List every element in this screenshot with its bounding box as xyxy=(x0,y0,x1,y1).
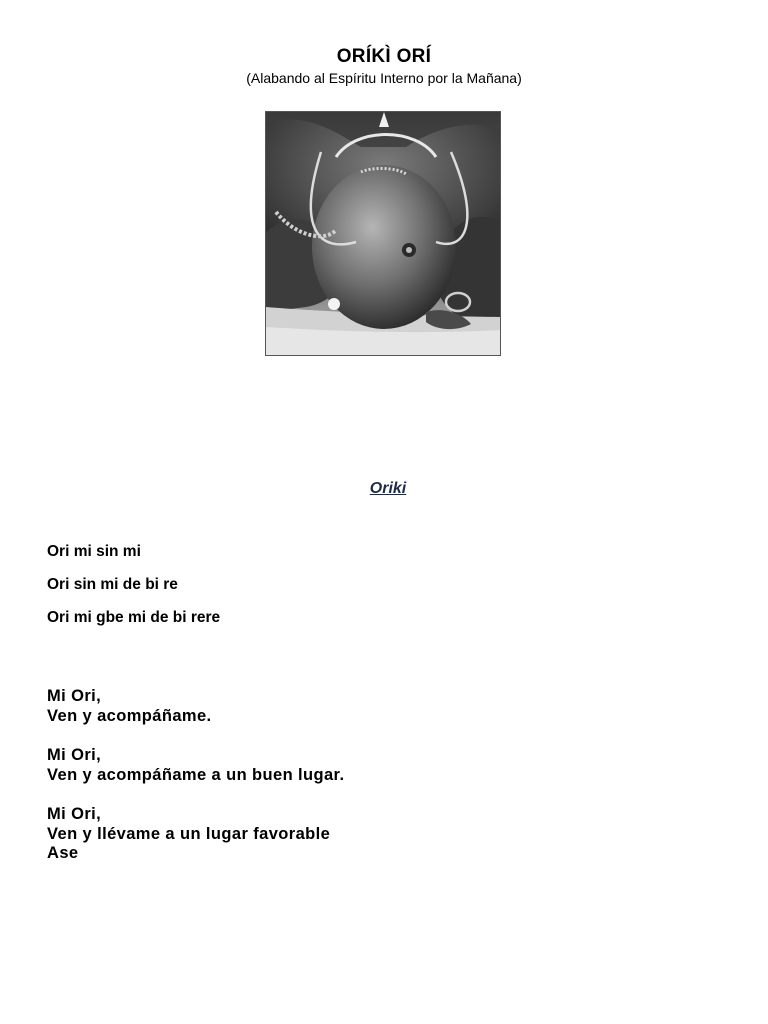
verse-line: Ven y acompáñame a un buen lugar. xyxy=(47,765,345,784)
page-subtitle: (Alabando al Espíritu Interno por la Mañana) xyxy=(246,70,522,86)
chant-line: Ori sin mi de bi re xyxy=(47,576,178,593)
verse-line: Mi Ori, xyxy=(47,805,102,823)
page-title: ORÍKÌ ORÍ xyxy=(336,46,432,67)
chant-line: Ori mi gbe mi de bi rere xyxy=(47,609,221,626)
verse-line: Ase xyxy=(47,844,79,862)
section-heading: Oriki xyxy=(369,480,407,497)
verse-line: Mi Ori, xyxy=(47,687,102,705)
verse-line: Mi Ori, xyxy=(47,746,102,764)
verse-line: Ven y llévame a un lugar favorable xyxy=(47,824,331,843)
verse-2 xyxy=(47,746,344,785)
verse-3 xyxy=(47,805,330,864)
chant-line: Ori mi sin mi xyxy=(47,543,141,560)
verse-1 xyxy=(47,687,212,726)
ori-photograph xyxy=(265,111,501,356)
verse-line: Ven y acompáñame. xyxy=(47,706,212,725)
